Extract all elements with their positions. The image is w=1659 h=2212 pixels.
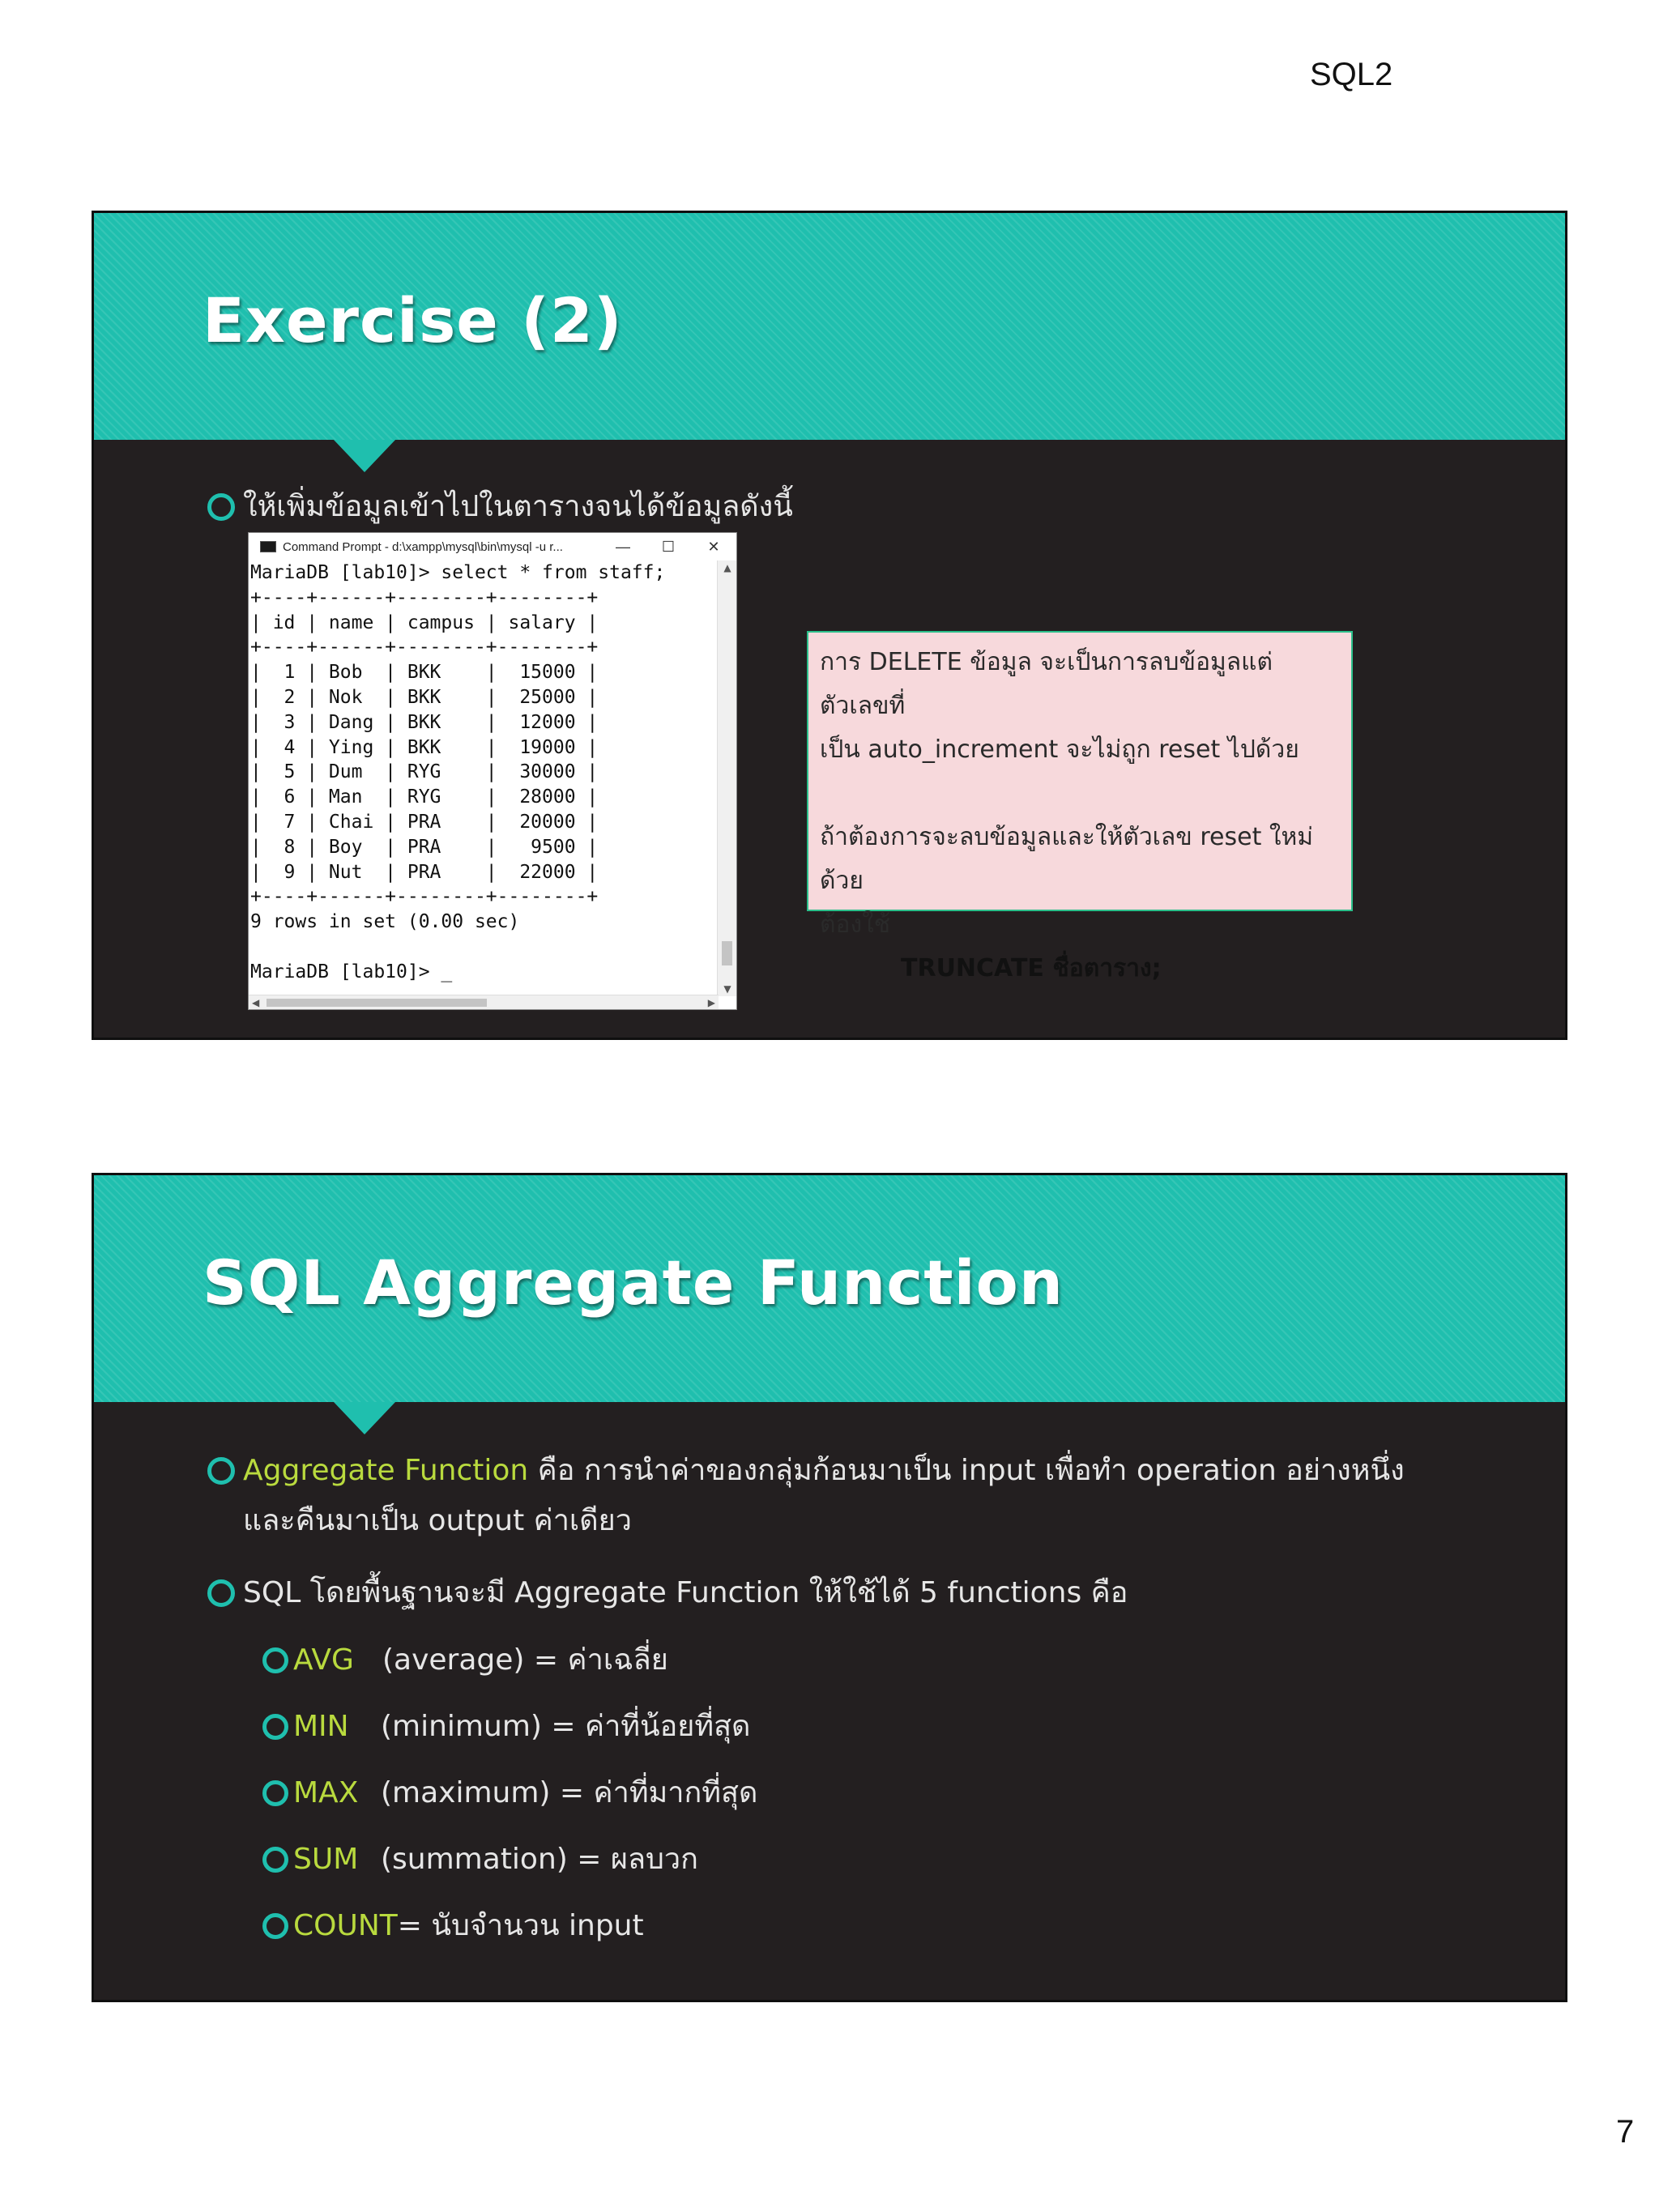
cmd-icon bbox=[260, 541, 276, 552]
table-row: | 6 | Man | RYG | 28000 | bbox=[250, 786, 599, 808]
definition-text bbox=[243, 1446, 1405, 1546]
definition-bullet bbox=[207, 1446, 1405, 1546]
terminal-titlebar[interactable] bbox=[249, 533, 736, 560]
horizontal-scrollbar[interactable] bbox=[249, 995, 719, 1009]
slide-title: Exercise (2) bbox=[203, 284, 623, 356]
function-item-sum bbox=[262, 1835, 698, 1885]
slide-title: SQL Aggregate Function bbox=[203, 1247, 1064, 1319]
table-row: | 1 | Bob | BKK | 15000 | bbox=[250, 662, 599, 684]
table-header-row: | id | name | campus | salary | bbox=[250, 612, 599, 633]
table-row: | 2 | Nok | BKK | 25000 | bbox=[250, 686, 599, 708]
document-header: SQL2 bbox=[1310, 57, 1393, 92]
table-row: | 5 | Dum | RYG | 30000 | bbox=[250, 761, 599, 783]
function-name: SUM bbox=[293, 1843, 359, 1876]
table-row: | 7 | Chai | PRA | 20000 | bbox=[250, 811, 599, 833]
bullet-ring-icon bbox=[262, 1714, 288, 1740]
note-line: เป็น auto_increment จะไม่ถูก reset ไปด้วย bbox=[820, 735, 1299, 764]
scroll-up-icon[interactable]: ▲ bbox=[723, 562, 731, 573]
bullet-ring-icon bbox=[262, 1847, 288, 1873]
function-name: AVG bbox=[293, 1643, 354, 1677]
table-border: +----+------+--------+--------+ bbox=[250, 637, 599, 658]
vertical-scroll-thumb[interactable] bbox=[722, 941, 732, 965]
table-row: | 8 | Boy | PRA | 9500 | bbox=[250, 836, 599, 858]
function-item-min bbox=[262, 1702, 750, 1752]
function-desc: (maximum) = ค่าที่มากที่สุด bbox=[381, 1776, 758, 1809]
vertical-scrollbar[interactable] bbox=[717, 560, 736, 996]
instruction-bullet bbox=[207, 482, 793, 532]
bullet-ring-icon bbox=[207, 1579, 235, 1607]
bullet-ring-icon bbox=[262, 1647, 288, 1673]
function-item-count bbox=[262, 1901, 644, 1951]
minimize-button[interactable]: — bbox=[616, 538, 630, 555]
note-line: ถ้าต้องการจะลบข้อมูลและให้ตัวเลข reset ใหม่ด้วย bbox=[820, 823, 1314, 895]
blank-line bbox=[249, 935, 719, 960]
maximize-button[interactable]: ☐ bbox=[661, 538, 676, 555]
terminal-output bbox=[249, 560, 719, 996]
close-button[interactable]: ✕ bbox=[707, 538, 720, 555]
function-desc: (average) = ค่าเฉลี่ย bbox=[382, 1643, 668, 1677]
functions-intro-text: SQL โดยพื้นฐานจะมี Aggregate Function ให้ใช้ได้ 5 functions คือ bbox=[243, 1576, 1128, 1609]
function-desc: (minimum) = ค่าที่น้อยที่สุด bbox=[381, 1710, 751, 1743]
note-spacer bbox=[820, 772, 1340, 816]
table-row: | 3 | Dang | BKK | 12000 | bbox=[250, 711, 599, 733]
definition-body: คือ การนำค่าของกลุ่มก้อนมาเป็น input เพื่อทำ operation อย่างหนึ่ง bbox=[528, 1454, 1405, 1487]
horizontal-scroll-thumb[interactable] bbox=[267, 999, 487, 1007]
truncate-command: TRUNCATE ชื่อตาราง; bbox=[901, 954, 1162, 982]
final-prompt[interactable]: MariaDB [lab10]> _ bbox=[250, 961, 453, 982]
function-name: COUNT bbox=[293, 1909, 398, 1942]
slide-exercise-2 bbox=[92, 211, 1567, 1040]
function-name: MIN bbox=[293, 1710, 349, 1743]
page-number: 7 bbox=[1616, 2114, 1635, 2150]
instruction-text: ให้เพิ่มข้อมูลเข้าไปในตารางจนได้ข้อมูลดังนี้ bbox=[243, 490, 793, 523]
note-line: ต้องใช้ bbox=[820, 910, 891, 939]
scroll-down-icon[interactable]: ▼ bbox=[723, 983, 731, 995]
prompt-line: MariaDB [lab10]> select * from staff; bbox=[250, 562, 666, 583]
table-border: +----+------+--------+--------+ bbox=[250, 586, 599, 608]
bullet-ring-icon bbox=[262, 1913, 288, 1939]
function-item-avg bbox=[262, 1635, 668, 1686]
bullet-ring-icon bbox=[207, 493, 235, 521]
truncate-note bbox=[807, 631, 1353, 982]
aggregate-term: Aggregate Function bbox=[243, 1454, 529, 1487]
table-border: +----+------+--------+--------+ bbox=[250, 886, 599, 908]
slide-sql-aggregate-function bbox=[92, 1173, 1567, 2002]
banner-notch bbox=[334, 1402, 395, 1434]
scroll-left-icon[interactable]: ◀ bbox=[252, 997, 260, 1008]
function-desc: (summation) = ผลบวก bbox=[381, 1843, 698, 1876]
bullet-ring-icon bbox=[262, 1780, 288, 1806]
command-prompt-window bbox=[248, 532, 737, 1010]
function-desc: = นับจำนวน input bbox=[397, 1909, 644, 1942]
result-summary: 9 rows in set (0.00 sec) bbox=[250, 911, 520, 933]
banner-notch bbox=[334, 440, 395, 472]
function-item-max bbox=[262, 1768, 757, 1818]
table-row: | 9 | Nut | PRA | 22000 | bbox=[250, 861, 599, 883]
note-line: การ DELETE ข้อมูล จะเป็นการลบข้อมูลแต่ตัวเลขที่ bbox=[820, 648, 1273, 720]
terminal-title: Command Prompt - d:\xampp\mysql\bin\mysql -u r... bbox=[283, 539, 563, 554]
definition-body-line2: และคืนมาเป็น output ค่าเดียว bbox=[243, 1504, 632, 1537]
scroll-right-icon[interactable]: ▶ bbox=[707, 997, 715, 1008]
functions-intro-bullet bbox=[207, 1568, 1128, 1618]
function-name: MAX bbox=[293, 1776, 359, 1809]
bullet-ring-icon bbox=[207, 1457, 235, 1485]
table-row: | 4 | Ying | BKK | 19000 | bbox=[250, 736, 599, 758]
